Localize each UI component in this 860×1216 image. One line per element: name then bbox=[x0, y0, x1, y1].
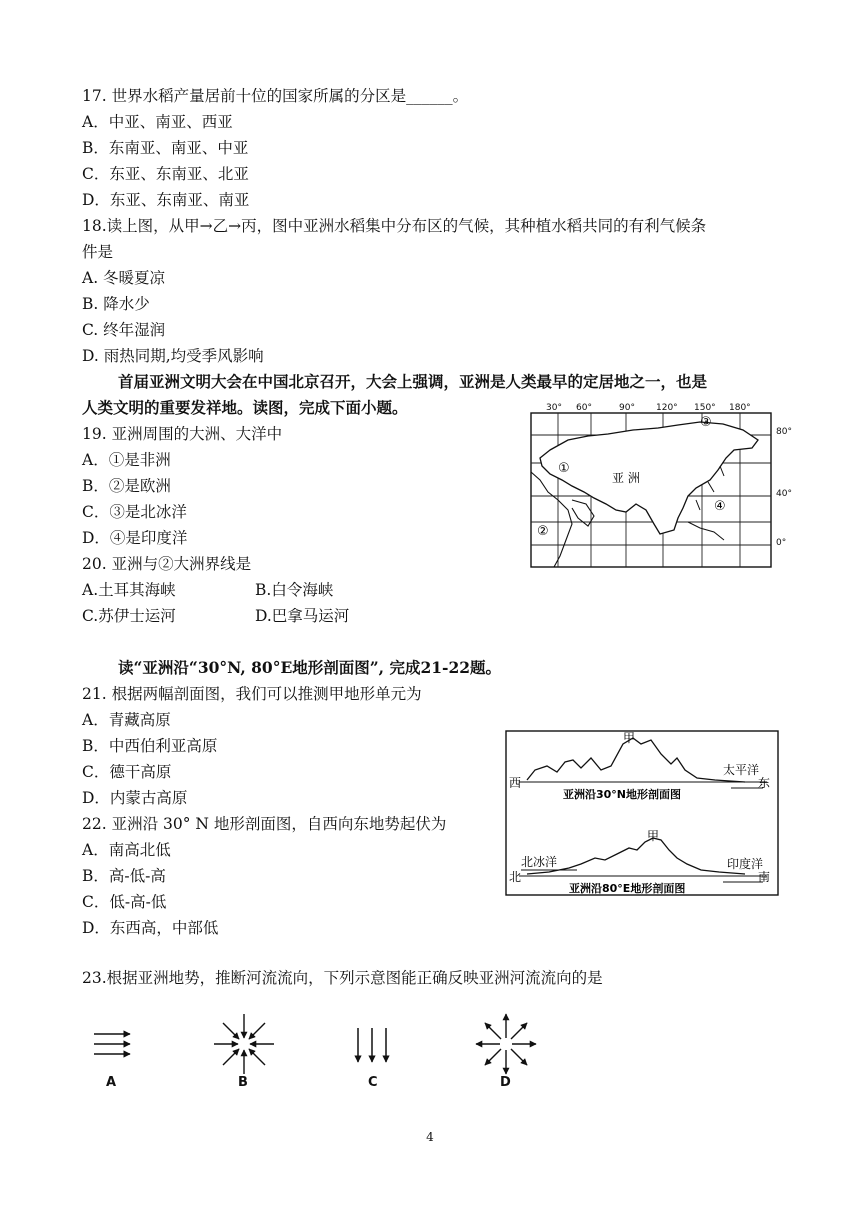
q19-option-c: C．③是北冰洋 bbox=[82, 503, 187, 521]
profile30-peak: 甲 bbox=[623, 731, 636, 745]
lon-label-90: 90° bbox=[619, 403, 635, 413]
q20-option-b: B.白令海峡 bbox=[255, 581, 334, 599]
profile30-caption: 亚洲沿30°N地形剖面图 bbox=[563, 788, 682, 801]
profile80-caption: 亚洲沿80°E地形剖面图 bbox=[569, 882, 686, 895]
q19-stem: 19. 亚洲周围的大洲、大洋中 bbox=[82, 425, 283, 443]
q18-option-d: D. 雨热同期,均受季风影响 bbox=[82, 347, 264, 365]
q17-option-d: D．东亚、东南亚、南亚 bbox=[82, 191, 250, 209]
option-a-label: A bbox=[106, 1075, 117, 1090]
q22-option-a: A．南高北低 bbox=[82, 841, 171, 859]
q17-stem: 17. 世界水稻产量居前十位的国家所属的分区是______。 bbox=[82, 87, 469, 105]
profile30-ocean: 太平洋 bbox=[723, 763, 760, 777]
q17-option-b: B．东南亚、南亚、中亚 bbox=[82, 139, 249, 157]
option-c-arrows bbox=[358, 1028, 386, 1062]
q21-option-b: B．中西伯利亚高原 bbox=[82, 737, 218, 755]
q18-option-b: B. 降水少 bbox=[82, 295, 150, 313]
q17-option-c: C．东亚、东南亚、北亚 bbox=[82, 165, 249, 183]
q21-option-d: D．内蒙古高原 bbox=[82, 789, 188, 807]
q17-option-a: A．中亚、南亚、西亚 bbox=[82, 113, 233, 131]
lon-label-30: 30° bbox=[546, 403, 562, 413]
q22-option-d: D．东西高，中部低 bbox=[82, 919, 219, 937]
lon-label-180: 180° bbox=[729, 403, 751, 413]
q21-stem: 21. 根据两幅剖面图，我们可以推测甲地形单元为 bbox=[82, 685, 422, 703]
passage-intro-cont: 人类文明的重要发祥地。读图，完成下面小题。 bbox=[82, 398, 408, 417]
q22-stem: 22. 亚洲沿 30° N 地形剖面图，自西向东地势起伏为 bbox=[82, 815, 447, 833]
lat-label-80: 80° bbox=[776, 427, 792, 437]
option-d-label: D bbox=[500, 1075, 511, 1090]
profile80-south: 南 bbox=[758, 870, 771, 884]
map-region-2: ② bbox=[537, 524, 549, 539]
lon-label-150: 150° bbox=[694, 403, 716, 413]
q19-option-b: B．②是欧洲 bbox=[82, 477, 171, 495]
map-region-1: ① bbox=[558, 461, 570, 476]
q20-stem: 20. 亚洲与②大洲界线是 bbox=[82, 555, 252, 573]
profile80-ocean-s: 印度洋 bbox=[727, 857, 764, 871]
asia-map bbox=[528, 400, 800, 572]
lon-label-120: 120° bbox=[656, 403, 678, 413]
q18-option-a: A. 冬暖夏凉 bbox=[82, 269, 166, 287]
passage-profile: 读“亚洲沿“30°N, 80°E地形剖面图”, 完成21-22题。 bbox=[118, 658, 502, 677]
lat-label-0: 0° bbox=[776, 538, 787, 548]
q22-option-b: B．高-低-高 bbox=[82, 867, 166, 885]
map-asia-label: 亚 洲 bbox=[612, 471, 640, 485]
map-region-4: ④ bbox=[714, 499, 726, 514]
lat-label-40: 40° bbox=[776, 489, 792, 499]
map-region-3: ③ bbox=[700, 415, 712, 430]
passage-intro: 首届亚洲文明大会在中国北京召开，大会上强调，亚洲是人类最早的定居地之一，也是 bbox=[118, 372, 708, 391]
profile80-peak: 甲 bbox=[647, 829, 660, 843]
q20-option-d: D.巴拿马运河 bbox=[255, 607, 350, 625]
lon-label-60: 60° bbox=[576, 403, 592, 413]
option-b-label: B bbox=[238, 1075, 248, 1090]
option-b-arrows bbox=[214, 1014, 274, 1074]
q19-option-d: D．④是印度洋 bbox=[82, 529, 188, 547]
q18-stem-cont: 件是 bbox=[82, 243, 114, 261]
q23-arrow-options bbox=[82, 1010, 552, 1090]
option-a-arrows bbox=[94, 1034, 130, 1054]
map-lon-labels bbox=[546, 403, 751, 413]
q20-option-c: C.苏伊士运河 bbox=[82, 607, 176, 625]
q22-option-c: C．低-高-低 bbox=[82, 893, 167, 911]
map-lat-labels bbox=[776, 427, 792, 548]
q18-option-c: C. 终年湿润 bbox=[82, 321, 166, 339]
q21-option-c: C．德干高原 bbox=[82, 763, 172, 781]
profile80-ocean-n: 北冰洋 bbox=[521, 855, 558, 869]
terrain-profiles bbox=[505, 730, 780, 898]
q23-stem: 23.根据亚洲地势，推断河流流向，下列示意图能正确反映亚洲河流流向的是 bbox=[82, 969, 603, 987]
page-number: 4 bbox=[426, 1130, 434, 1144]
q21-option-a: A．青藏高原 bbox=[82, 711, 171, 729]
option-d-arrows bbox=[476, 1014, 536, 1074]
option-c-label: C bbox=[368, 1075, 378, 1090]
q20-option-a: A.土耳其海峡 bbox=[82, 581, 176, 599]
profile80-north: 北 bbox=[509, 870, 522, 884]
profile30-east: 东 bbox=[758, 776, 771, 790]
profile30-west: 西 bbox=[509, 776, 522, 790]
q19-option-a: A．①是非洲 bbox=[82, 451, 171, 469]
q18-stem: 18.读上图，从甲→乙→丙，图中亚洲水稻集中分布区的气候，其种植水稻共同的有利气候条 bbox=[82, 217, 707, 235]
